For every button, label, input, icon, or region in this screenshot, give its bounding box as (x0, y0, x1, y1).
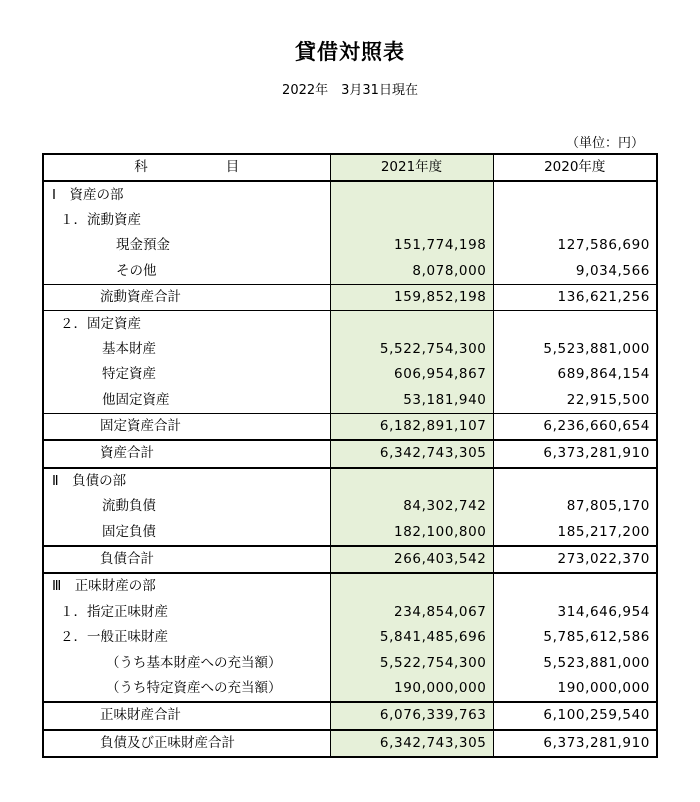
value-2021: 5,841,485,696 (330, 625, 493, 650)
value-2021: 234,854,067 (330, 600, 493, 625)
row-label: Ⅲ 正味財産の部 (43, 573, 330, 599)
value-2021: 606,954,867 (330, 362, 493, 387)
row-label: 負債及び正味財産合計 (43, 730, 330, 757)
row-label: １．流動資産 (43, 208, 330, 233)
table-row (43, 600, 657, 625)
header-2021: 2021年度 (330, 154, 493, 181)
value-2021: 84,302,742 (330, 494, 493, 519)
table-row (43, 208, 657, 233)
row-label: 固定負債 (43, 519, 330, 545)
total-row (43, 440, 657, 467)
row-label: Ⅰ 資産の部 (43, 181, 330, 207)
value-2020 (493, 311, 657, 337)
value-2020: 6,373,281,910 (493, 730, 657, 757)
grand-total-row (43, 730, 657, 757)
value-2020: 5,785,612,586 (493, 625, 657, 650)
table-row (43, 181, 657, 207)
value-2021: 151,774,198 (330, 233, 493, 258)
row-label: 流動資産合計 (43, 284, 330, 310)
value-2021: 53,181,940 (330, 388, 493, 414)
table-header-row (43, 154, 657, 181)
subtotal-row (43, 413, 657, 440)
table-row (43, 337, 657, 362)
value-2021: 159,852,198 (330, 284, 493, 310)
row-label: １．指定正味財産 (43, 600, 330, 625)
value-2020: 6,100,259,540 (493, 702, 657, 729)
value-2020: 185,217,200 (493, 519, 657, 545)
value-2021: 5,522,754,300 (330, 650, 493, 675)
unit-label: （単位：円） (565, 136, 644, 151)
value-2021 (330, 311, 493, 337)
table-row (43, 388, 657, 414)
row-label: （うち基本財産への充当額） (43, 650, 330, 675)
value-2021: 266,403,542 (330, 546, 493, 573)
table-row (43, 362, 657, 387)
table-row (43, 259, 657, 285)
value-2021: 190,000,000 (330, 676, 493, 702)
section-row (43, 573, 657, 599)
row-label: ２．一般正味財産 (43, 625, 330, 650)
row-label: 他固定資産 (43, 388, 330, 414)
subtotal-row (43, 284, 657, 310)
value-2020: 127,586,690 (493, 233, 657, 258)
value-2021: 6,342,743,305 (330, 730, 493, 757)
value-2021: 8,078,000 (330, 259, 493, 285)
row-label: （うち特定資産への充当額） (43, 676, 330, 702)
value-2020: 87,805,170 (493, 494, 657, 519)
value-2020: 22,915,500 (493, 388, 657, 414)
value-2021: 182,100,800 (330, 519, 493, 545)
document-date: 2022年 3月31日現在 (282, 83, 418, 98)
header-item-char-1: 科 (134, 159, 148, 176)
value-2020 (493, 181, 657, 207)
row-label: 負債合計 (43, 546, 330, 573)
value-2021 (330, 468, 493, 494)
value-2021 (330, 208, 493, 233)
value-2020: 9,034,566 (493, 259, 657, 285)
value-2020: 689,864,154 (493, 362, 657, 387)
value-2021: 6,342,743,305 (330, 440, 493, 467)
value-2020 (493, 208, 657, 233)
row-label: 特定資産 (43, 362, 330, 387)
value-2021 (330, 573, 493, 599)
document-title: 貸借対照表 (295, 40, 405, 64)
value-2021: 6,076,339,763 (330, 702, 493, 729)
row-label: ２．固定資産 (43, 311, 330, 337)
table-row (43, 311, 657, 337)
balance-sheet-table (42, 153, 658, 758)
value-2021 (330, 181, 493, 207)
value-2020: 6,373,281,910 (493, 440, 657, 467)
row-label: 流動負債 (43, 494, 330, 519)
row-label: 固定資産合計 (43, 413, 330, 440)
value-2020: 136,621,256 (493, 284, 657, 310)
table-row (43, 233, 657, 258)
header-item (43, 154, 330, 181)
section-row (43, 468, 657, 494)
table-row (43, 494, 657, 519)
value-2020 (493, 573, 657, 599)
value-2020 (493, 468, 657, 494)
table-row (43, 650, 657, 675)
value-2020: 190,000,000 (493, 676, 657, 702)
table-row (43, 625, 657, 650)
row-label: 資産合計 (43, 440, 330, 467)
row-label: 基本財産 (43, 337, 330, 362)
header-2020: 2020年度 (493, 154, 657, 181)
value-2020: 5,523,881,000 (493, 650, 657, 675)
value-2020: 6,236,660,654 (493, 413, 657, 440)
row-label: 正味財産合計 (43, 702, 330, 729)
row-label: 現金預金 (43, 233, 330, 258)
total-row (43, 702, 657, 729)
value-2020: 273,022,370 (493, 546, 657, 573)
header-item-char-2: 目 (225, 159, 240, 176)
total-row (43, 546, 657, 573)
table-row (43, 676, 657, 702)
table-row (43, 519, 657, 545)
row-label: Ⅱ 負債の部 (43, 468, 330, 494)
value-2020: 5,523,881,000 (493, 337, 657, 362)
value-2020: 314,646,954 (493, 600, 657, 625)
row-label: その他 (43, 259, 330, 285)
value-2021: 5,522,754,300 (330, 337, 493, 362)
value-2021: 6,182,891,107 (330, 413, 493, 440)
